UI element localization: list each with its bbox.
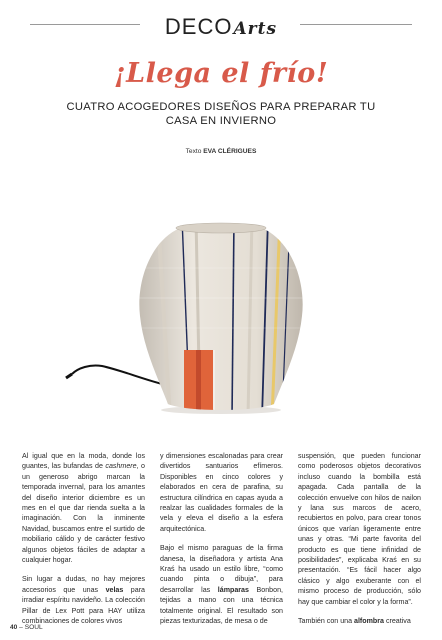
paragraph bbox=[298, 616, 421, 626]
lamp-shade bbox=[130, 218, 310, 420]
lamp-photo bbox=[0, 178, 442, 440]
paragraph: suspensión, que pueden funcionar como poderosos objetos decorativos incluso cuando la bombilla está apagada. Cada pantalla de la colección envuelve con hilos de nailon y lana sus marcos de acero, recubiertos en polvo, para crear tonos únicos que varían ligeramente entre unas y otras. “Mi parte favorita del producto es que tiene infinidad de posibilidades”, explicaba Kraś en su presentación. “Es fácil hacer algo clásico y algo exuberante con el mismo proceso de producción, sólo hay que cambiar el color y la forma”. bbox=[298, 452, 421, 606]
page-number: 40 bbox=[10, 624, 18, 631]
text-run: Al igual que en la moda, donde los guantes, las bufandas de bbox=[22, 452, 145, 471]
bold-term: velas bbox=[105, 585, 124, 594]
magazine-name: SOUL bbox=[24, 624, 43, 631]
section-logo bbox=[0, 14, 442, 40]
byline-author: EVA CLÉRIGUES bbox=[203, 148, 257, 155]
article-column-3 bbox=[298, 451, 421, 636]
section-logo-script: Arts bbox=[233, 19, 278, 39]
lamp-cord bbox=[72, 365, 162, 384]
section-header bbox=[0, 14, 442, 46]
bold-term: alfombra bbox=[354, 617, 384, 626]
paragraph: y dimensiones escalonadas para crear divertidos santuarios efímeros. Disponibles en cinco colores y elaborados en cera de parafina, su estructura cilíndrica en capas ayuda a realzar las cualidades formales de la vela y eleva el diseño a la esfera arquitectónica. bbox=[160, 452, 283, 533]
paragraph bbox=[22, 574, 145, 626]
text-run: También con una bbox=[298, 617, 354, 626]
bold-term: lámparas bbox=[217, 585, 249, 594]
text-run: Bonbon, tejidas a mano con una técnica totalmente original. El resultado son piezas texturizadas, de mesa o de bbox=[160, 585, 283, 626]
article-column-2 bbox=[160, 451, 283, 636]
page-folio bbox=[10, 624, 43, 631]
text-run: creativa bbox=[383, 617, 411, 626]
header-rule-right bbox=[300, 24, 412, 25]
article-subhead: CUATRO ACOGEDORES DISEÑOS PARA PREPARAR TU CASA EN INVIERNO bbox=[66, 101, 376, 127]
italic-term: cashmere bbox=[105, 462, 137, 471]
text-run: para irradiar espíritu navideño. La colección Pillar de Lex Pott para HAY utiliza combinaciones de colores vivos bbox=[22, 585, 146, 626]
article-headline: ¡Llega el frío! bbox=[113, 58, 329, 89]
text-run: Bajo el mismo paraguas de la firma danesa, la diseñadora y artista Ana Kraś ha usado un estilo libre, “como cuando pinta o dibuja”, para desarrollar las bbox=[160, 544, 283, 594]
article-byline bbox=[0, 148, 442, 155]
text-run: Sin lugar a dudas, no hay mejores accesorios que unas bbox=[22, 575, 145, 594]
text-run: , o un generoso abrigo marcan la temporada invernal, para los amantes del diseño interior diciembre es un mes en el que dar rienda suelta a la imaginación. Con la inminente Navidad, buscamos entre el surtido de mobiliario cálido y de carácter festivo algunos objetos fáciles de adaptar a cualquier hogar. bbox=[22, 462, 146, 565]
paragraph bbox=[160, 543, 283, 626]
paragraph bbox=[22, 451, 145, 565]
folio-separator: – bbox=[17, 624, 25, 631]
section-logo-main: DECO bbox=[164, 14, 233, 39]
byline-prefix: Texto bbox=[185, 148, 204, 155]
article-column-1 bbox=[22, 451, 145, 636]
